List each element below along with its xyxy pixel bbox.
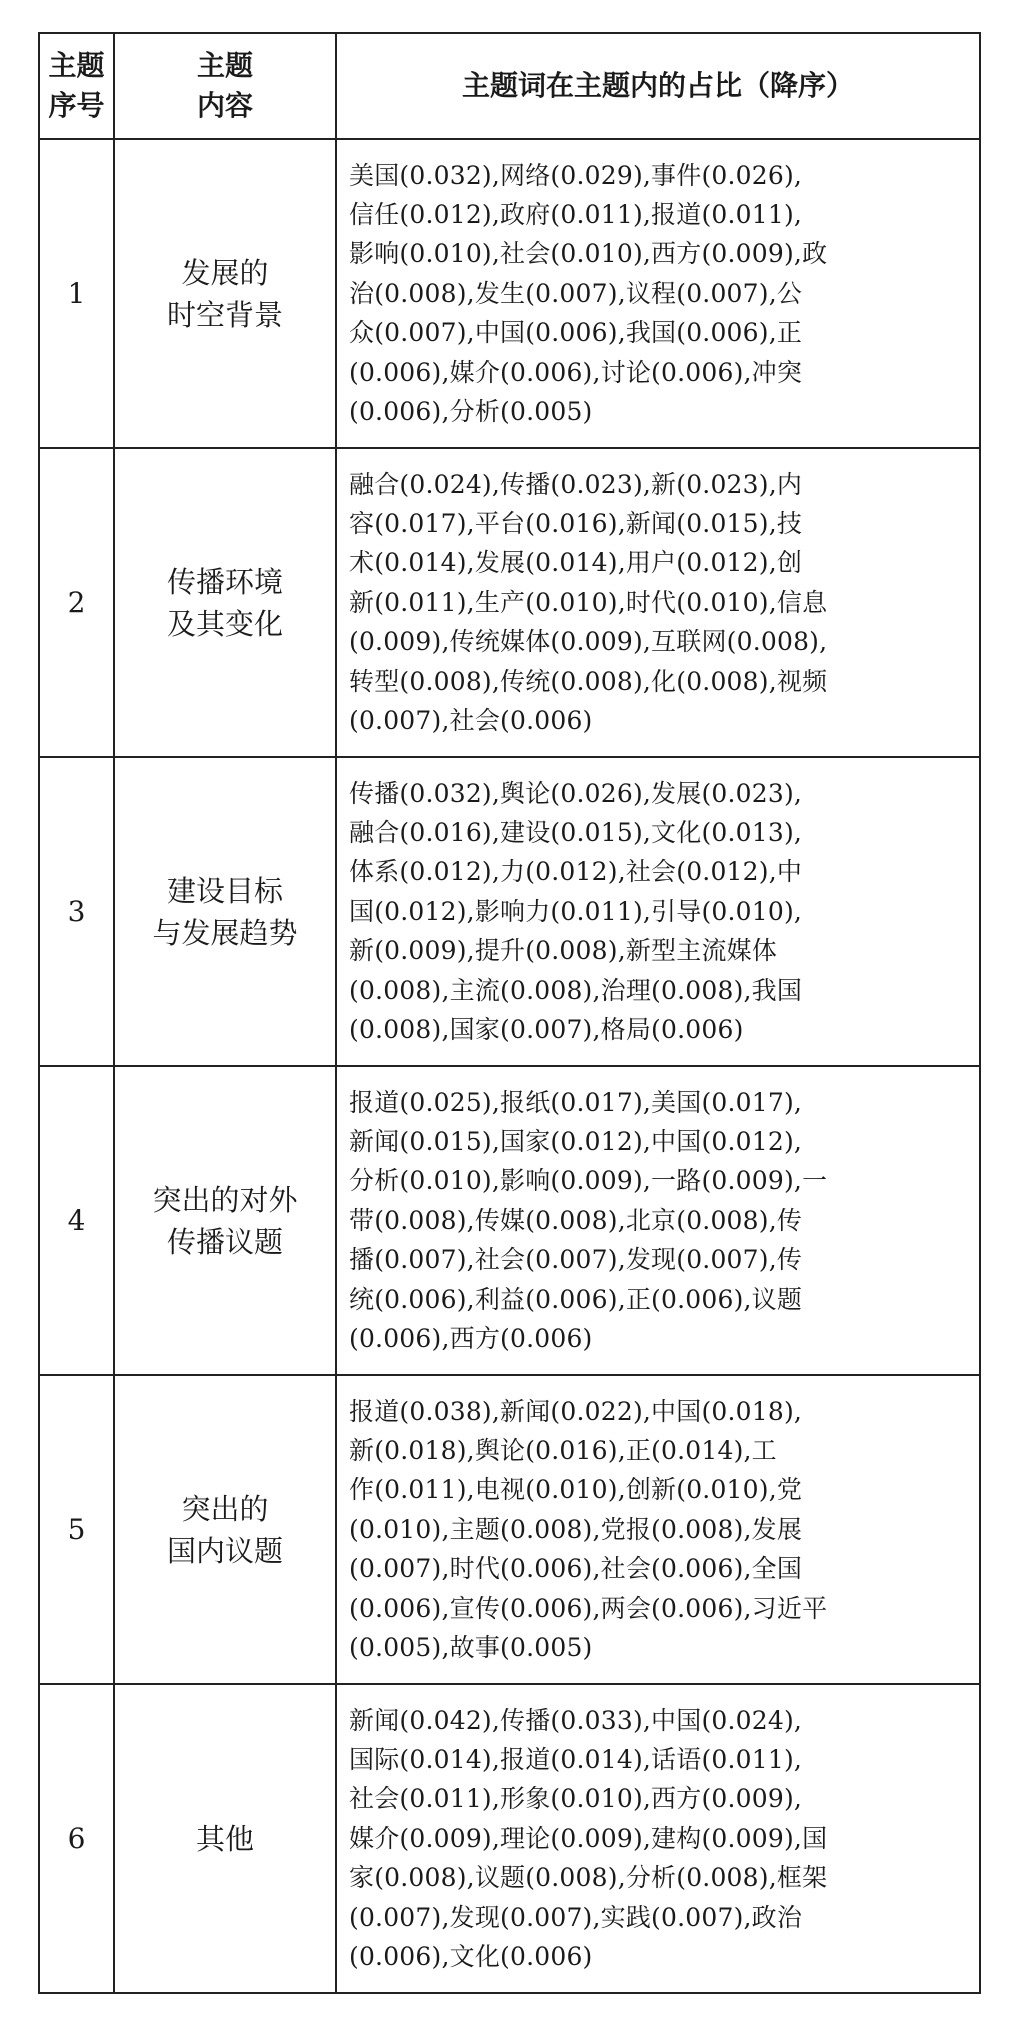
header-topic-content (114, 33, 336, 139)
table-header (39, 33, 980, 139)
topic-words-line: (0.010),主题(0.008),党报(0.008),发展 (349, 1514, 803, 1544)
header-topic-words: 主题词在主题内的占比（降序） (336, 33, 980, 139)
topic-words-line: 转型(0.008),传统(0.008),化(0.008),视频 (349, 666, 828, 696)
topic-content-line: 及其变化 (166, 606, 283, 641)
topic-number-cell: 1 (39, 139, 114, 448)
topic-words-cell (336, 1375, 980, 1684)
topic-content-cell (114, 139, 336, 448)
topic-number-cell: 4 (39, 1066, 114, 1375)
topic-content-line: 传播环境 (166, 564, 283, 599)
topic-words-cell (336, 757, 980, 1066)
topic-words-cell (336, 139, 980, 448)
topic-words-line: (0.006),文化(0.006) (349, 1942, 593, 1972)
table-row (39, 757, 980, 1066)
topic-words-line: 新(0.018),舆论(0.016),正(0.014),工 (349, 1435, 777, 1465)
header-row (39, 33, 980, 139)
topic-words-line: 统(0.006),利益(0.006),正(0.006),议题 (349, 1284, 803, 1314)
topic-words-line: (0.007),发现(0.007),实践(0.007),政治 (349, 1902, 803, 1932)
topic-content-cell (114, 757, 336, 1066)
header-topic-number-line-1: 主题 (48, 49, 105, 82)
topic-words-line: (0.006),媒介(0.006),讨论(0.006),冲突 (349, 357, 803, 387)
topic-words-line: (0.006),分析(0.005) (349, 397, 593, 427)
topic-words-line: 新(0.009),提升(0.008),新型主流媒体 (349, 936, 778, 966)
topic-words-line: (0.006),宣传(0.006),两会(0.006),习近平 (349, 1593, 828, 1623)
topic-content-line: 国内议题 (166, 1533, 283, 1568)
topic-words-line: 融合(0.016),建设(0.015),文化(0.013), (349, 817, 803, 847)
header-topic-number (39, 33, 114, 139)
topic-table-container (38, 32, 979, 1994)
topic-table (38, 32, 981, 1994)
topic-number-cell: 6 (39, 1684, 114, 1993)
topic-words-line: 家(0.008),议题(0.008),分析(0.008),框架 (349, 1863, 828, 1893)
topic-words-line: 体系(0.012),力(0.012),社会(0.012),中 (349, 857, 803, 887)
topic-words-line: 媒介(0.009),理论(0.009),建构(0.009),国 (349, 1823, 828, 1853)
topic-words-line: 治(0.008),发生(0.007),议程(0.007),公 (349, 278, 803, 308)
topic-words-line: 影响(0.010),社会(0.010),西方(0.009),政 (349, 239, 828, 269)
topic-words-line: 报道(0.025),报纸(0.017),美国(0.017), (349, 1087, 803, 1117)
topic-words-line: 术(0.014),发展(0.014),用户(0.012),创 (349, 548, 803, 578)
topic-words-line: 信任(0.012),政府(0.011),报道(0.011), (349, 199, 803, 229)
topic-words-cell (336, 1684, 980, 1993)
topic-content-line: 突出的 (181, 1491, 269, 1526)
topic-words-line: (0.005),故事(0.005) (349, 1633, 593, 1663)
table-row (39, 1684, 980, 1993)
topic-content-line: 传播议题 (166, 1224, 283, 1259)
topic-content-cell (114, 448, 336, 757)
topic-content-line: 突出的对外 (152, 1182, 298, 1217)
header-topic-number-line-2: 序号 (48, 89, 105, 122)
topic-words-line: 新闻(0.015),国家(0.012),中国(0.012), (349, 1126, 803, 1156)
topic-number-cell: 3 (39, 757, 114, 1066)
topic-number-cell: 5 (39, 1375, 114, 1684)
topic-words-line: 融合(0.024),传播(0.023),新(0.023),内 (349, 469, 803, 499)
header-topic-content-line-1: 主题 (196, 49, 253, 82)
topic-content-cell (114, 1066, 336, 1375)
topic-words-line: (0.008),国家(0.007),格局(0.006) (349, 1015, 744, 1045)
topic-words-line: 播(0.007),社会(0.007),发现(0.007),传 (349, 1245, 803, 1275)
topic-words-line: 作(0.011),电视(0.010),创新(0.010),党 (349, 1475, 803, 1505)
topic-words-line: 容(0.017),平台(0.016),新闻(0.015),技 (349, 508, 803, 538)
topic-words-line: 社会(0.011),形象(0.010),西方(0.009), (349, 1784, 803, 1814)
table-row (39, 1375, 980, 1684)
topic-words-line: (0.007),社会(0.006) (349, 706, 593, 736)
topic-content-line: 其他 (195, 1821, 254, 1856)
topic-words-line: (0.006),西方(0.006) (349, 1324, 593, 1354)
topic-words-line: 新闻(0.042),传播(0.033),中国(0.024), (349, 1705, 803, 1735)
topic-words-line: 美国(0.032),网络(0.029),事件(0.026), (349, 160, 803, 190)
topic-words-line: (0.009),传统媒体(0.009),互联网(0.008), (349, 627, 828, 657)
topic-words-line: 国际(0.014),报道(0.014),话语(0.011), (349, 1744, 803, 1774)
topic-content-line: 建设目标 (166, 873, 283, 908)
topic-content-line: 与发展趋势 (152, 915, 298, 950)
topic-words-line: 国(0.012),影响力(0.011),引导(0.010), (349, 896, 803, 926)
table-row (39, 1066, 980, 1375)
topic-content-cell (114, 1684, 336, 1993)
topic-words-line: 传播(0.032),舆论(0.026),发展(0.023), (349, 778, 803, 808)
topic-words-line: 新(0.011),生产(0.010),时代(0.010),信息 (349, 587, 828, 617)
topic-words-cell (336, 448, 980, 757)
table-body (39, 139, 980, 1993)
topic-words-line: 分析(0.010),影响(0.009),一路(0.009),一 (349, 1166, 828, 1196)
topic-content-line: 发展的 (181, 255, 269, 290)
topic-words-line: (0.007),时代(0.006),社会(0.006),全国 (349, 1554, 803, 1584)
topic-words-line: 众(0.007),中国(0.006),我国(0.006),正 (349, 318, 803, 348)
topic-words-line: 报道(0.038),新闻(0.022),中国(0.018), (349, 1396, 803, 1426)
table-row (39, 139, 980, 448)
topic-words-line: (0.008),主流(0.008),治理(0.008),我国 (349, 975, 803, 1005)
topic-content-line: 时空背景 (166, 297, 283, 332)
topic-number-cell: 2 (39, 448, 114, 757)
header-topic-content-line-2: 内容 (196, 89, 253, 122)
topic-words-line: 带(0.008),传媒(0.008),北京(0.008),传 (349, 1205, 803, 1235)
topic-content-cell (114, 1375, 336, 1684)
topic-words-cell (336, 1066, 980, 1375)
table-row (39, 448, 980, 757)
